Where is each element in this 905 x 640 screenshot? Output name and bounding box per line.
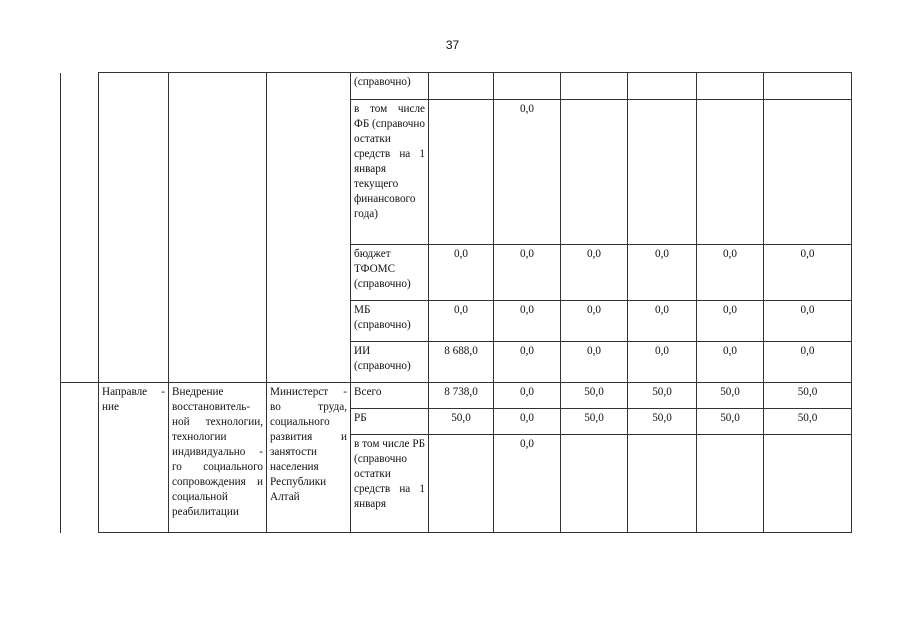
value-cell: 0,0	[494, 409, 561, 435]
executor-cell	[267, 73, 351, 383]
value-cell	[561, 435, 628, 533]
value-cell: 50,0	[628, 383, 697, 409]
source-cell: ИИ (справочно)	[351, 342, 429, 383]
value-cell: 50,0	[561, 383, 628, 409]
value-cell: 0,0	[494, 245, 561, 301]
value-cell: 0,0	[561, 301, 628, 342]
source-cell: в том числе ФБ (справочно остатки средств на 1 января текущего финансового года)	[351, 100, 429, 245]
value-cell	[697, 435, 764, 533]
value-cell: 0,0	[429, 301, 494, 342]
value-cell	[697, 73, 764, 100]
value-cell: 0,0	[697, 301, 764, 342]
value-cell: 50,0	[429, 409, 494, 435]
source-cell: в том числе РБ (справочно остатки средств на 1 января	[351, 435, 429, 533]
value-cell	[764, 435, 852, 533]
value-cell: 50,0	[697, 409, 764, 435]
value-cell	[764, 73, 852, 100]
value-cell: 0,0	[494, 100, 561, 245]
value-cell	[628, 73, 697, 100]
value-cell: 0,0	[561, 342, 628, 383]
value-cell: 0,0	[764, 301, 852, 342]
value-cell	[429, 435, 494, 533]
value-cell: 0,0	[628, 301, 697, 342]
value-cell	[494, 73, 561, 100]
value-cell: 0,0	[697, 245, 764, 301]
value-cell	[429, 73, 494, 100]
value-cell: 0,0	[764, 342, 852, 383]
value-cell: 0,0	[429, 245, 494, 301]
source-cell: Всего	[351, 383, 429, 409]
value-cell	[429, 100, 494, 245]
value-cell: 50,0	[764, 383, 852, 409]
value-cell	[561, 73, 628, 100]
page-number: 37	[445, 38, 460, 52]
value-cell: 50,0	[628, 409, 697, 435]
direction-cell: Направле - ние	[99, 383, 169, 533]
direction-cell	[99, 73, 169, 383]
name-cell: Внедрение восстановитель-ной технологии, технологии индивидуально - го социального сопровождения и социальной реабилитации	[169, 383, 267, 533]
margin-cell	[61, 73, 99, 383]
value-cell: 50,0	[764, 409, 852, 435]
value-cell	[628, 435, 697, 533]
value-cell	[561, 100, 628, 245]
value-cell: 0,0	[561, 245, 628, 301]
source-cell: бюджет ТФОМС (справочно)	[351, 245, 429, 301]
value-cell: 0,0	[628, 342, 697, 383]
value-cell: 0,0	[494, 383, 561, 409]
value-cell: 50,0	[697, 383, 764, 409]
value-cell: 0,0	[697, 342, 764, 383]
value-cell: 0,0	[764, 245, 852, 301]
value-cell: 50,0	[561, 409, 628, 435]
value-cell: 0,0	[628, 245, 697, 301]
name-cell	[169, 73, 267, 383]
value-cell	[697, 100, 764, 245]
source-cell: МБ (справочно)	[351, 301, 429, 342]
budget-table-wrapper	[60, 72, 852, 533]
margin-cell	[61, 383, 99, 533]
value-cell	[628, 100, 697, 245]
source-cell: (справочно)	[351, 73, 429, 100]
value-cell: 0,0	[494, 342, 561, 383]
source-cell: РБ	[351, 409, 429, 435]
executor-cell: Министерст - во труда, социального развития и занятости населения Республики Алтай	[267, 383, 351, 533]
value-cell	[764, 100, 852, 245]
table-row	[61, 383, 852, 409]
value-cell: 0,0	[494, 301, 561, 342]
value-cell: 8 738,0	[429, 383, 494, 409]
value-cell: 8 688,0	[429, 342, 494, 383]
budget-table	[60, 72, 852, 533]
table-row	[61, 73, 852, 100]
value-cell: 0,0	[494, 435, 561, 533]
